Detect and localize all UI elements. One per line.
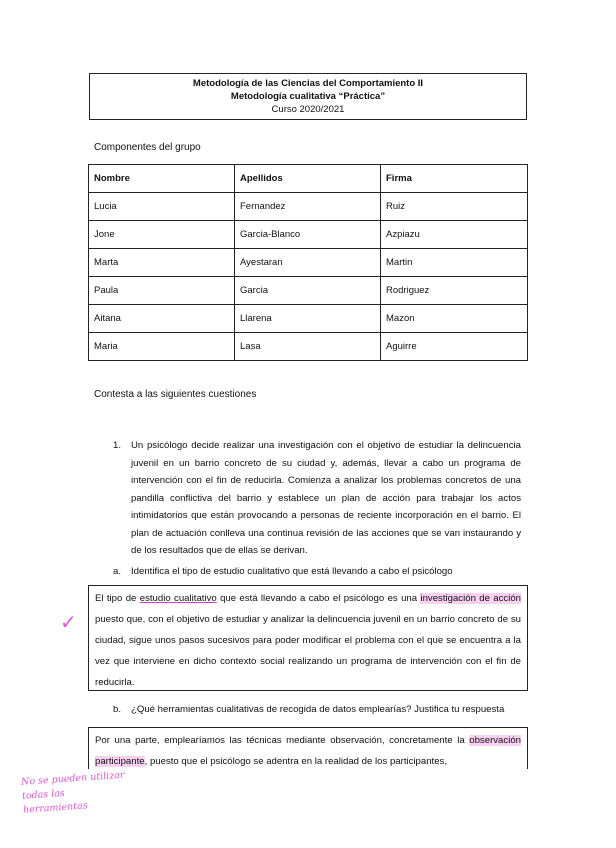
column-header-firma: Firma — [381, 165, 528, 193]
question-text: ¿Qué herramientas cualitativas de recogida de datos emplearías? Justifica tu respuesta — [131, 704, 505, 715]
answer-text: puesto que, con el objetivo de estudiar y analizar la delincuencia juvenil en un barrio concreto de su ciudad, sigue unos pasos sucesivos para poder modificar el problema con el que se encuentra a la vez que interviene en dicho contexto social realizando un programa de intervención con el fin de reducirla. — [95, 614, 521, 688]
cell-firma: Ruiz — [381, 193, 528, 221]
group-label: Componentes del grupo — [94, 142, 201, 153]
question-a — [113, 566, 453, 577]
answer-text: El tipo de — [95, 593, 140, 604]
question-b — [113, 704, 504, 715]
answer-a-box — [88, 585, 528, 691]
instructions: Contesta a las siguientes cuestiones — [94, 389, 257, 400]
underlined-term: estudio cualitativo — [139, 593, 217, 604]
cell-nombre: Lucia — [89, 193, 235, 221]
table-row — [89, 277, 528, 305]
cell-apellidos: Garcia — [235, 277, 381, 305]
cell-apellidos: Fernandez — [235, 193, 381, 221]
question-text: Identifica el tipo de estudio cualitativo que está llevando a cabo el psicólogo — [131, 566, 453, 577]
table-row — [89, 221, 528, 249]
cell-firma: Mazon — [381, 305, 528, 333]
question-number: 1. — [113, 440, 122, 451]
highlighted-term: investigación de acción — [420, 593, 522, 604]
cell-firma: Martin — [381, 249, 528, 277]
check-mark-icon: ✓ — [60, 610, 77, 634]
answer-text: Por una parte, emplearíamos las técnicas mediante observación, concretamente la — [95, 735, 470, 746]
cell-apellidos: Llarena — [235, 305, 381, 333]
table-header-row — [89, 165, 528, 193]
answer-text: que está llevando a cabo el psicólogo es una — [216, 593, 421, 604]
course-title: Metodología de las Ciencias del Comportamiento II — [192, 78, 424, 89]
members-table — [88, 164, 528, 361]
table-row — [89, 249, 528, 277]
column-header-apellidos: Apellidos — [235, 165, 381, 193]
question-1 — [113, 437, 521, 560]
cell-nombre: Jone — [89, 221, 235, 249]
cell-apellidos: Ayestaran — [235, 249, 381, 277]
answer-b-box — [88, 727, 528, 769]
course-year: Curso 2020/2021 — [271, 104, 345, 115]
cell-nombre: Maria — [89, 333, 235, 361]
table-row — [89, 193, 528, 221]
cell-firma: Aguirre — [381, 333, 528, 361]
cell-nombre: Marta — [89, 249, 235, 277]
document-header — [89, 73, 527, 120]
question-letter: a. — [113, 566, 122, 577]
table-row — [89, 333, 528, 361]
cell-firma: Rodriguez — [381, 277, 528, 305]
answer-text: , puesto que el psicólogo se adentra en la realidad de los participantes, — [144, 756, 448, 767]
question-text: Un psicólogo decide realizar una investigación con el objetivo de estudiar la delincuencia juvenil en un barrio concreto de su ciudad y, además, llevar a cabo un programa de intervención con el fin de reducirla. Comienza a analizar los problemas concretos de una pandilla conflictiva del barrio y establece un plan de acción para trabajar los actos intimidatorios que están provocando a personas de reciente incorporación en el barrio. El plan de actuación conlleva una continua revisión de las acciones que se van instaurando y de los resultados que de ellas se derivan. — [131, 440, 521, 556]
cell-nombre: Paula — [89, 277, 235, 305]
question-letter: b. — [113, 704, 122, 715]
cell-nombre: Aitana — [89, 305, 235, 333]
highlighted-term: observación participante — [95, 735, 521, 767]
table-row — [89, 305, 528, 333]
handwritten-note: No se pueden utilizar todas las herramientas — [20, 769, 125, 816]
cell-apellidos: Garcia-Blanco — [235, 221, 381, 249]
cell-apellidos: Lasa — [235, 333, 381, 361]
column-header-nombre: Nombre — [89, 165, 235, 193]
course-subtitle: Metodología cualitativa “Práctica” — [230, 91, 386, 102]
cell-firma: Azpiazu — [381, 221, 528, 249]
